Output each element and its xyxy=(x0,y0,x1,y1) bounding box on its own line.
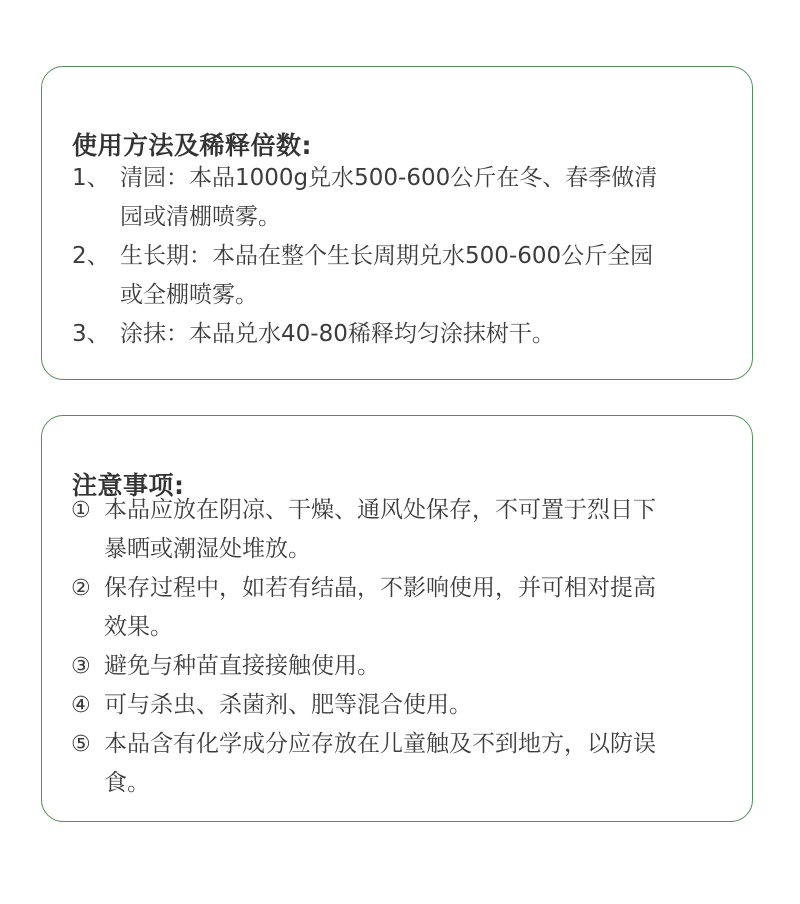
precaution-item-5 xyxy=(42,725,752,803)
precautions-panel xyxy=(41,415,753,822)
precaution-item-4 xyxy=(42,686,752,725)
usage-title: 使用方法及稀释倍数: xyxy=(72,130,312,160)
list-number: 1、 xyxy=(72,165,110,191)
usage-instructions-panel xyxy=(41,66,753,380)
usage-item-2 xyxy=(42,237,752,315)
item-text-line: 保存过程中，如若有结晶，不影响使用，并可相对提高 xyxy=(104,575,656,601)
item-text-line: 生长期：本品在整个生长周期兑水500-600公斤全园 xyxy=(120,243,654,269)
item-text-line: 园或清棚喷雾。 xyxy=(120,204,281,230)
list-number: 2、 xyxy=(72,243,110,269)
item-text-line: 本品应放在阴凉、干燥、通风处保存，不可置于烈日下 xyxy=(104,497,656,523)
precaution-item-1 xyxy=(42,491,752,569)
circled-number-marker: ③ xyxy=(71,654,91,679)
circled-number-marker: ⑤ xyxy=(71,732,91,757)
item-text-line: 食。 xyxy=(104,770,150,796)
precautions-title: 注意事项: xyxy=(72,470,185,500)
item-text-line: 或全棚喷雾。 xyxy=(120,282,258,308)
circled-number-marker: ④ xyxy=(71,693,91,718)
precaution-item-3 xyxy=(42,647,752,686)
usage-item-1 xyxy=(42,159,752,237)
circled-number-marker: ② xyxy=(71,576,91,601)
precaution-item-2 xyxy=(42,569,752,647)
item-text-line: 涂抹：本品兑水40-80稀释均匀涂抹树干。 xyxy=(120,321,555,347)
item-text-line: 清园：本品1000g兑水500-600公斤在冬、春季做清 xyxy=(120,165,658,191)
item-text-line: 效果。 xyxy=(104,614,173,640)
precautions-list xyxy=(42,491,752,803)
item-text-line: 可与杀虫、杀菌剂、肥等混合使用。 xyxy=(104,692,472,718)
circled-number-marker: ① xyxy=(71,498,91,523)
usage-item-3 xyxy=(42,315,752,354)
usage-list xyxy=(42,159,752,354)
item-text-line: 本品含有化学成分应存放在儿童触及不到地方，以防误 xyxy=(104,731,656,757)
item-text-line: 避免与种苗直接接触使用。 xyxy=(104,653,380,679)
list-number: 3、 xyxy=(72,321,110,347)
item-text-line: 暴晒或潮湿处堆放。 xyxy=(104,536,311,562)
